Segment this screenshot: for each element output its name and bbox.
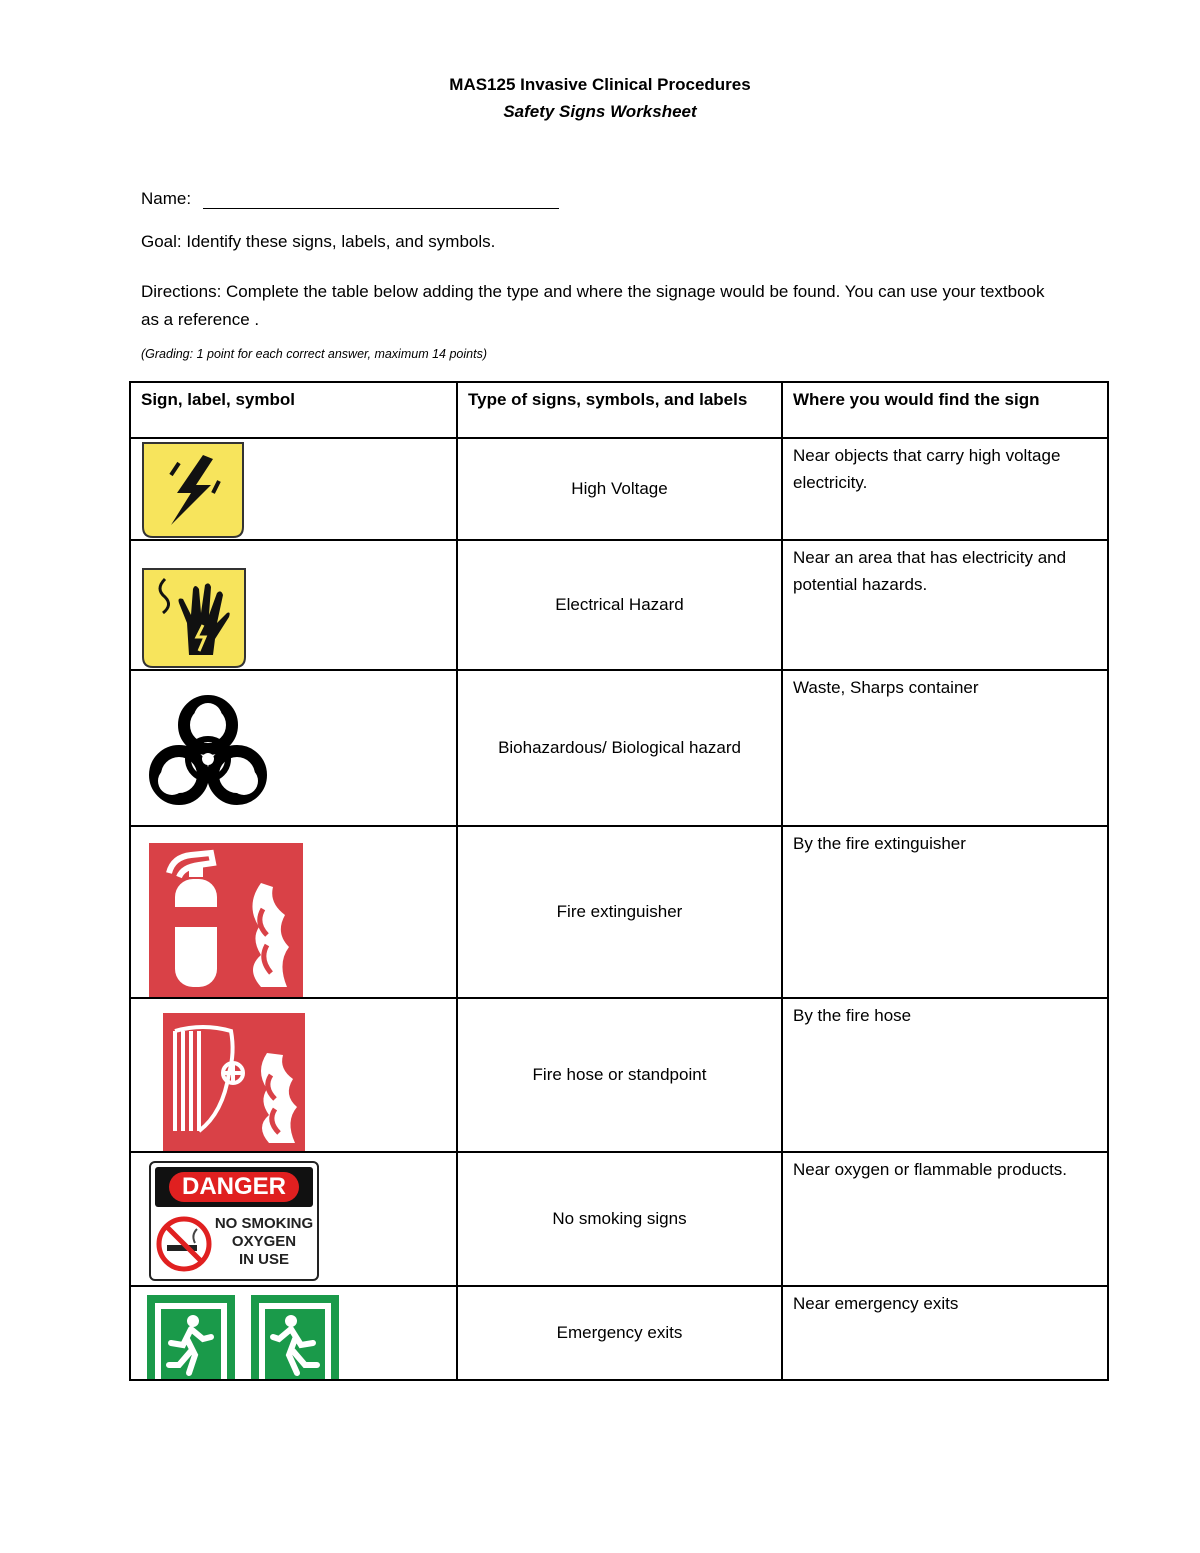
no-smoking-text bbox=[211, 1215, 317, 1269]
where-cell: Near objects that carry high voltage electricity. bbox=[782, 438, 1108, 540]
type-cell: Emergency exits bbox=[457, 1286, 782, 1380]
sign-cell bbox=[130, 1286, 457, 1380]
no-smoking-cigarette-icon bbox=[155, 1215, 213, 1273]
where-cell: Waste, Sharps container bbox=[782, 670, 1108, 826]
table-row bbox=[130, 670, 1108, 826]
no-smoking-line: NO SMOKING bbox=[214, 1215, 314, 1232]
column-header-sign: Sign, label, symbol bbox=[130, 382, 457, 438]
sign-cell bbox=[130, 826, 457, 998]
type-cell: Electrical Hazard bbox=[457, 540, 782, 670]
table-row bbox=[130, 1152, 1108, 1286]
column-header-where: Where you would find the sign bbox=[782, 382, 1108, 438]
sign-cell bbox=[130, 540, 457, 670]
type-cell: Fire hose or standpoint bbox=[457, 998, 782, 1152]
column-header-type: Type of signs, symbols, and labels bbox=[457, 382, 782, 438]
where-cell: Near oxygen or flammable products. bbox=[782, 1152, 1108, 1286]
table-header-row bbox=[130, 382, 1108, 438]
type-cell: No smoking signs bbox=[457, 1152, 782, 1286]
high-voltage-icon bbox=[141, 441, 245, 539]
grading-text: (Grading: 1 point for each correct answer, maximum 14 points) bbox=[141, 347, 487, 361]
table-row bbox=[130, 540, 1108, 670]
danger-banner bbox=[155, 1167, 313, 1207]
worksheet-title: Safety Signs Worksheet bbox=[503, 102, 697, 121]
no-smoking-line: OXYGEN bbox=[231, 1233, 297, 1250]
danger-label: DANGER bbox=[169, 1172, 299, 1202]
sign-cell bbox=[130, 998, 457, 1152]
fire-extinguisher-icon bbox=[149, 843, 303, 997]
where-cell: By the fire hose bbox=[782, 998, 1108, 1152]
table-row bbox=[130, 438, 1108, 540]
biohazard-icon bbox=[145, 695, 271, 815]
where-cell: Near an area that has electricity and potential hazards. bbox=[782, 540, 1108, 670]
sign-cell bbox=[130, 1152, 457, 1286]
type-cell: Fire extinguisher bbox=[457, 826, 782, 998]
no-smoking-icon bbox=[149, 1161, 319, 1281]
type-cell: Biohazardous/ Biological hazard bbox=[457, 670, 782, 826]
sign-cell bbox=[130, 438, 457, 540]
name-label: Name: bbox=[141, 189, 192, 208]
sign-cell bbox=[130, 670, 457, 826]
table-row bbox=[130, 998, 1108, 1152]
fire-hose-icon bbox=[163, 1013, 305, 1152]
electrical-hazard-icon bbox=[141, 567, 247, 669]
table-row bbox=[130, 826, 1108, 998]
directions-text: Directions: Complete the table below adding the type and where the signage would be found. You can use your textbook as a reference . bbox=[141, 282, 1045, 329]
table-row bbox=[130, 1286, 1108, 1380]
where-cell: By the fire extinguisher bbox=[782, 826, 1108, 998]
where-cell: Near emergency exits bbox=[782, 1286, 1108, 1380]
goal-text: Goal: Identify these signs, labels, and symbols. bbox=[141, 232, 496, 251]
name-field-line[interactable] bbox=[203, 208, 559, 209]
type-cell: High Voltage bbox=[457, 438, 782, 540]
safety-signs-table bbox=[129, 381, 1109, 1381]
emergency-exit-icon bbox=[147, 1295, 341, 1380]
course-title: MAS125 Invasive Clinical Procedures bbox=[449, 75, 751, 94]
no-smoking-line: IN USE bbox=[238, 1251, 289, 1268]
